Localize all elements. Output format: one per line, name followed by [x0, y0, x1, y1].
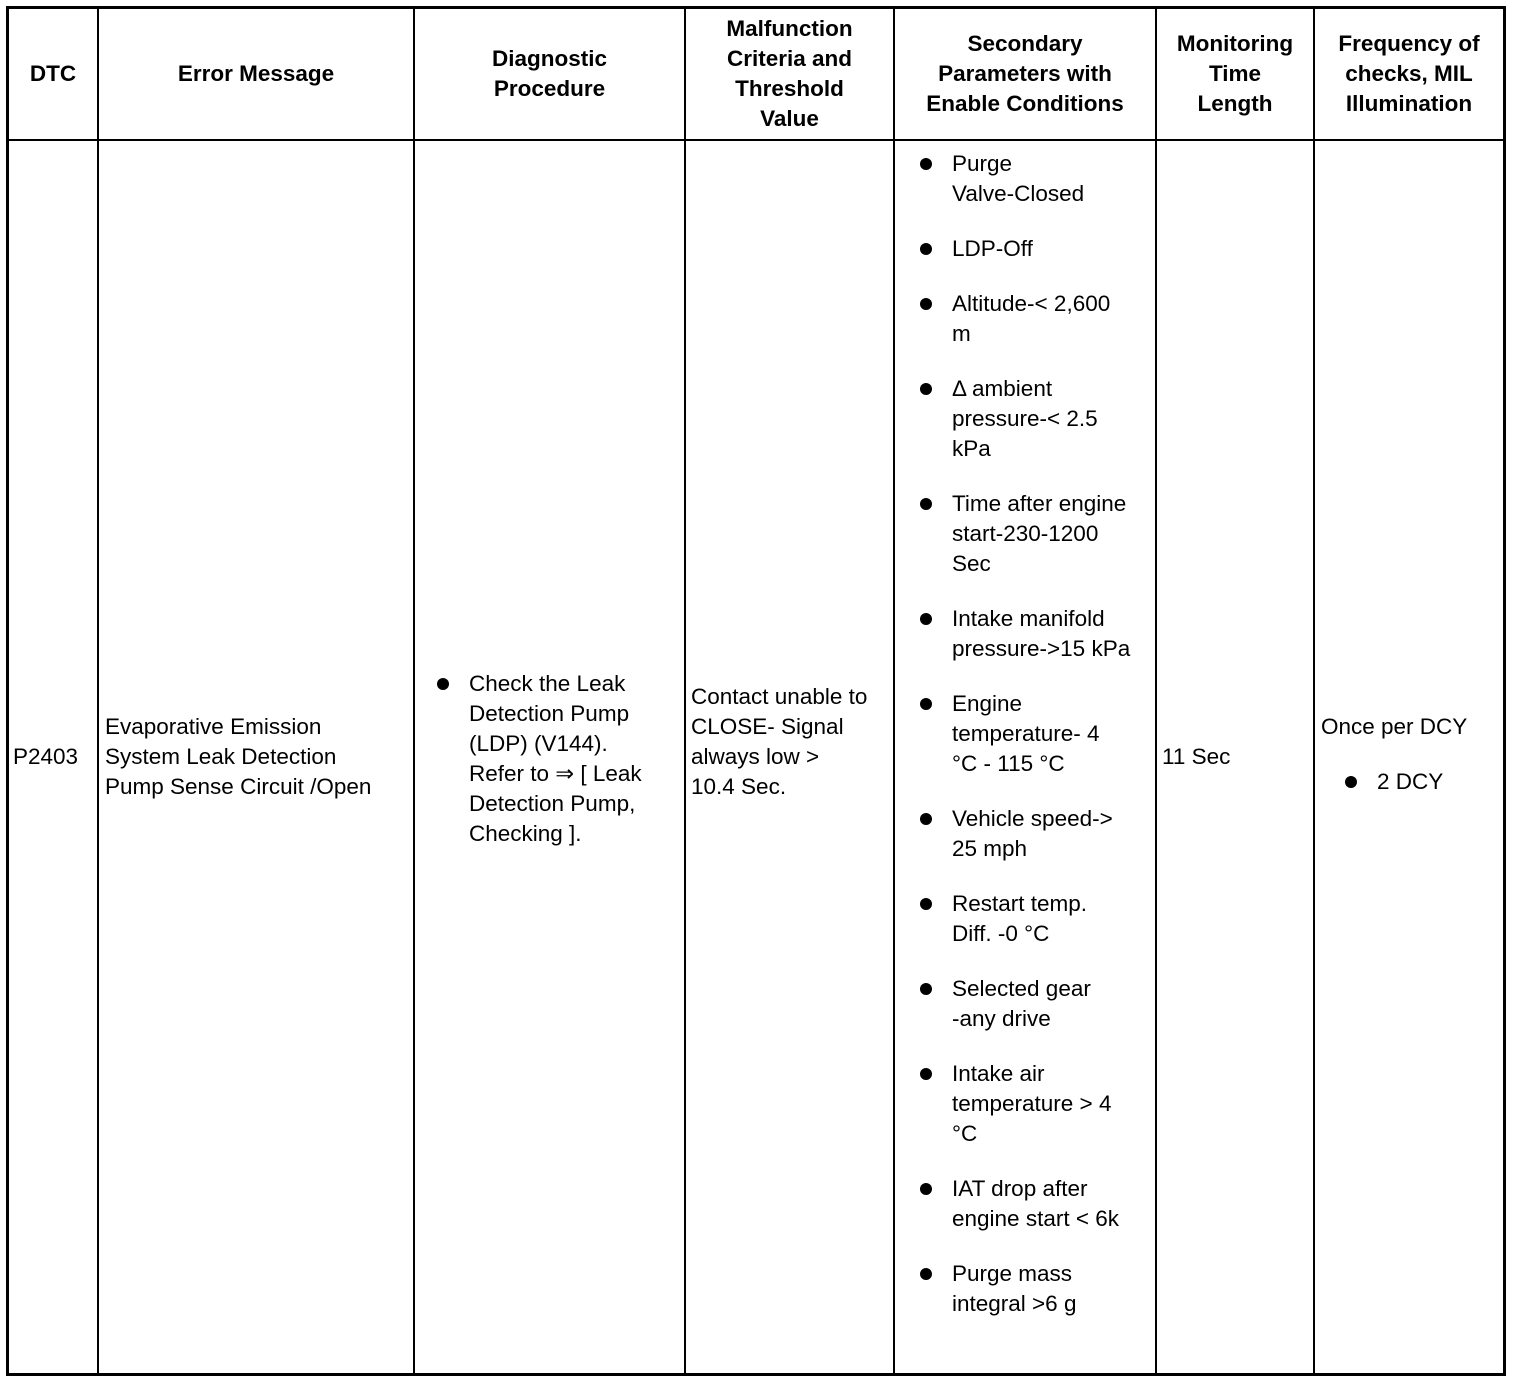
- criteria-line: 10.4 Sec.: [691, 774, 787, 799]
- monitoring-time-value: 11 Sec: [1162, 744, 1231, 769]
- dtc-code: P2403: [13, 744, 79, 769]
- secondary-parameter-item: [912, 489, 1155, 579]
- secondary-parameter-line: Altitude-< 2,600: [952, 291, 1111, 316]
- frequency-list: [1321, 767, 1467, 797]
- cell-diagnostic-procedure: [415, 141, 684, 1373]
- procedure-line: Detection Pump: [469, 701, 630, 726]
- secondary-parameters-list: [912, 149, 1155, 1319]
- header-line: Diagnostic: [491, 46, 608, 71]
- bullet-icon: [920, 158, 932, 170]
- secondary-parameter-line: Engine: [952, 691, 1023, 716]
- secondary-parameter-item: [912, 689, 1155, 779]
- secondary-parameter-line: engine start < 6k: [952, 1206, 1119, 1231]
- bullet-icon: [920, 298, 932, 310]
- header-monitoring-time: [1157, 9, 1313, 139]
- secondary-parameter-line: Intake air: [952, 1061, 1045, 1086]
- secondary-parameter-line: Intake manifold: [952, 606, 1105, 631]
- secondary-parameter-line: LDP-Off: [952, 236, 1033, 261]
- procedure-item: [429, 669, 642, 849]
- header-error-message: [99, 9, 413, 139]
- secondary-parameter-item: [912, 234, 1155, 264]
- header-line: Procedure: [493, 76, 606, 101]
- secondary-parameter-item: [912, 889, 1155, 949]
- secondary-parameter-line: m: [952, 321, 971, 346]
- secondary-parameter-item: [912, 604, 1155, 664]
- cell-monitoring-time: [1157, 141, 1313, 1373]
- header-dtc: [9, 9, 97, 139]
- header-frequency: [1315, 9, 1503, 139]
- bullet-icon: [920, 813, 932, 825]
- secondary-parameter-line: integral >6 g: [952, 1291, 1077, 1316]
- bullet-icon: [920, 698, 932, 710]
- error-message-line: Pump Sense Circuit /Open: [105, 774, 372, 799]
- error-message-line: Evaporative Emission: [105, 714, 322, 739]
- secondary-parameter-item: [912, 289, 1155, 349]
- secondary-parameter-line: temperature- 4: [952, 721, 1100, 746]
- header-dtc-text: DTC: [29, 61, 77, 86]
- error-message-line: System Leak Detection: [105, 744, 337, 769]
- header-line: Parameters with: [938, 61, 1112, 86]
- bullet-icon: [920, 498, 932, 510]
- header-line: Criteria and: [726, 46, 853, 71]
- secondary-parameter-line: kPa: [952, 436, 991, 461]
- header-line: Enable Conditions: [926, 91, 1124, 116]
- header-line: Time: [1208, 61, 1262, 86]
- secondary-parameter-line: °C: [952, 1121, 978, 1146]
- bullet-icon: [920, 1068, 932, 1080]
- header-line: Threshold: [735, 76, 844, 101]
- header-diagnostic-procedure: [415, 9, 684, 139]
- procedure-line: Refer to ⇒ [ Leak: [469, 761, 642, 786]
- header-line: Length: [1197, 91, 1273, 116]
- cell-malfunction-criteria: [686, 141, 893, 1373]
- secondary-parameter-line: Purge mass: [952, 1261, 1073, 1286]
- secondary-parameter-line: Δ ambient: [952, 376, 1053, 401]
- frequency-item: [1337, 767, 1467, 797]
- procedure-line: Checking ].: [469, 821, 582, 846]
- secondary-parameter-item: [912, 1259, 1155, 1319]
- secondary-parameter-line: pressure-< 2.5: [952, 406, 1098, 431]
- diagnostic-table: [6, 6, 1506, 1376]
- bullet-icon: [920, 613, 932, 625]
- criteria-line: CLOSE- Signal: [691, 714, 844, 739]
- bullet-icon: [920, 983, 932, 995]
- secondary-parameter-item: [912, 1174, 1155, 1234]
- secondary-parameter-line: Diff. -0 °C: [952, 921, 1050, 946]
- secondary-parameter-line: Restart temp.: [952, 891, 1088, 916]
- secondary-parameter-item: [912, 374, 1155, 464]
- bullet-icon: [920, 898, 932, 910]
- header-line: Illumination: [1345, 91, 1473, 116]
- header-error-message-text: Error Message: [177, 61, 335, 86]
- secondary-parameter-line: start-230-1200: [952, 521, 1099, 546]
- secondary-parameter-line: Vehicle speed->: [952, 806, 1113, 831]
- secondary-parameter-item: [912, 804, 1155, 864]
- header-malfunction-criteria: [686, 9, 893, 139]
- cell-frequency: [1315, 141, 1503, 1373]
- bullet-icon: [437, 678, 449, 690]
- secondary-parameter-line: Valve-Closed: [952, 181, 1085, 206]
- secondary-parameter-line: °C - 115 °C: [952, 751, 1065, 776]
- header-line: Malfunction: [726, 16, 853, 41]
- procedure-line: Check the Leak: [469, 671, 626, 696]
- secondary-parameter-item: [912, 974, 1155, 1034]
- secondary-parameter-line: 25 mph: [952, 836, 1028, 861]
- secondary-parameter-item: [912, 1059, 1155, 1149]
- secondary-parameter-item: [912, 149, 1155, 209]
- secondary-parameter-line: pressure->15 kPa: [952, 636, 1131, 661]
- procedure-line: (LDP) (V144).: [469, 731, 608, 756]
- bullet-icon: [920, 243, 932, 255]
- bullet-icon: [920, 383, 932, 395]
- bullet-icon: [1345, 776, 1357, 788]
- cell-error-message: [99, 141, 413, 1373]
- secondary-parameter-line: Time after engine: [952, 491, 1127, 516]
- procedure-list: [429, 669, 642, 849]
- header-line: Frequency of: [1338, 31, 1480, 56]
- secondary-parameter-line: -any drive: [952, 1006, 1051, 1031]
- criteria-line: Contact unable to: [691, 684, 868, 709]
- secondary-parameter-line: Sec: [952, 551, 991, 576]
- secondary-parameter-line: Selected gear: [952, 976, 1091, 1001]
- header-line: Secondary: [967, 31, 1083, 56]
- secondary-parameter-line: temperature > 4: [952, 1091, 1112, 1116]
- header-line: checks, MIL: [1345, 61, 1473, 86]
- secondary-parameter-line: IAT drop after: [952, 1176, 1088, 1201]
- cell-secondary-parameters: [895, 141, 1155, 1373]
- frequency-text: Once per DCY: [1321, 714, 1468, 739]
- header-secondary-parameters: [895, 9, 1155, 139]
- procedure-line: Detection Pump,: [469, 791, 636, 816]
- criteria-line: always low >: [691, 744, 820, 769]
- cell-dtc: [9, 141, 97, 1373]
- bullet-icon: [920, 1183, 932, 1195]
- secondary-parameter-line: Purge: [952, 151, 1013, 176]
- header-line: Value: [760, 106, 819, 131]
- header-line: Monitoring: [1176, 31, 1294, 56]
- bullet-icon: [920, 1268, 932, 1280]
- frequency-bullet-text: 2 DCY: [1377, 769, 1444, 794]
